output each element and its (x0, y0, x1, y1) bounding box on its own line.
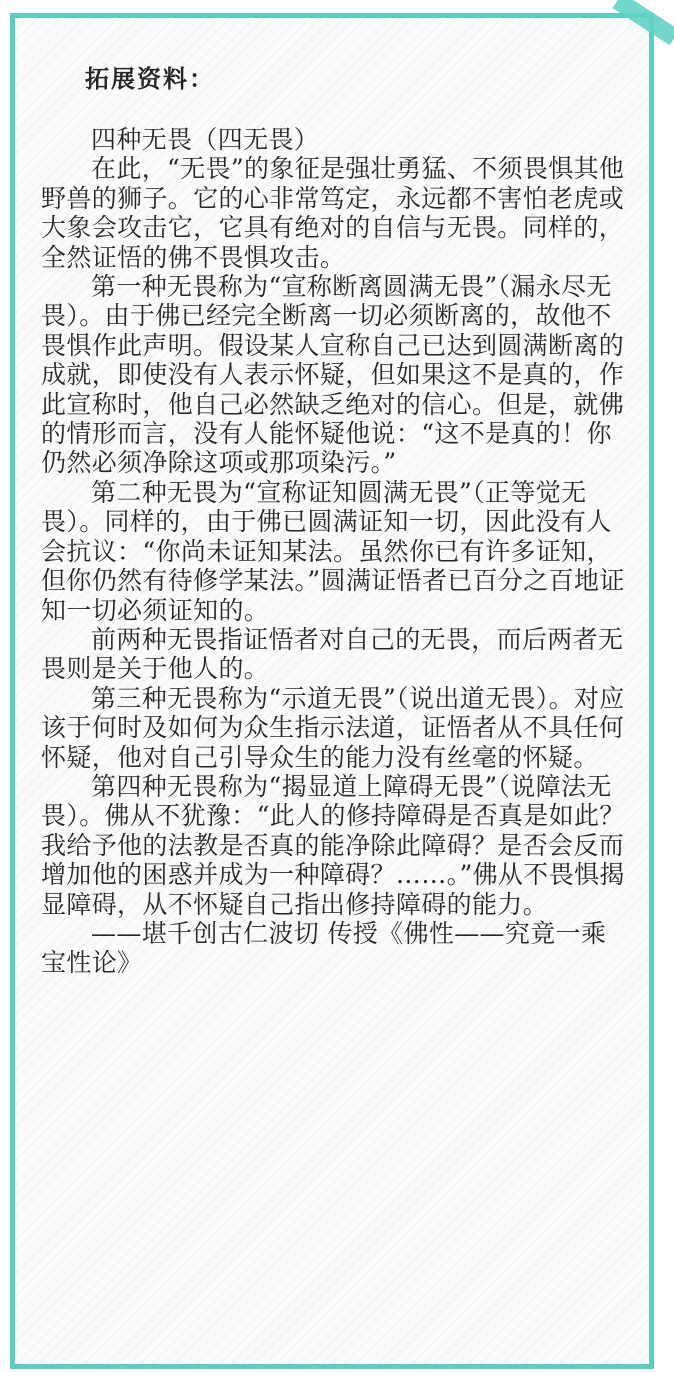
paragraph-fourth-fearlessness: 第四种无畏称为“揭显道上障碍无畏”（说障法无畏）。佛从不犹豫：“此人的修持障碍是否真是如此？我给予他的法教是否真的能净除此障碍？是否会反而增加他的困惑并成为一种障碍？……。”佛从不畏惧揭显障碍，从不怀疑自己指出修持障碍的能力。 (41, 771, 625, 919)
section-heading: 拓展资料： (85, 64, 215, 93)
paragraph-title: 四种无畏（四无畏） (91, 125, 320, 154)
paragraph-intro: 在此，“无畏”的象征是强壮勇猛、不须畏惧其他野兽的狮子。它的心非常笃定，永远都不害怕老虎或大象会攻击它，它具有绝对的自信与无畏。同样的，全然证悟的佛不畏惧攻击。 (41, 154, 625, 272)
note-content (41, 60, 627, 978)
body-text (41, 125, 627, 978)
paragraph-third-fearlessness: 第三种无畏称为“示道无畏”（说出道无畏）。对应该于何时及如何为众生指示法道，证悟者从不具任何怀疑，他对自己引导众生的能力没有丝毫的怀疑。 (41, 683, 625, 772)
note-card (10, 13, 654, 1369)
paragraph-citation: ——堪千创古仁波切 传授《佛性——究竟一乘宝性论》 (41, 918, 607, 978)
paragraph-first-fearlessness: 第一种无畏称为“宣称断离圆满无畏”（漏永尽无畏）。由于佛已经完全断离一切必须断离的，故他不畏惧作此声明。假设某人宣称自己已达到圆满断离的成就，即使没有人表示怀疑，但如果这不是真的，作此宣称时，他自己必然缺乏绝对的信心。但是，就佛的情形而言，没有人能怀疑他说：“这不是真的！你仍然必须净除这项或那项染污。” (41, 272, 625, 478)
paragraph-second-fearlessness: 第二种无畏为“宣称证知圆满无畏”（正等觉无畏）。同样的，由于佛已圆满证知一切，因此没有人会抗议：“你尚未证知某法。虽然你已有许多证知，但你仍然有待修学某法。”圆满证悟者已百分之百地证知一切必须证知的。 (41, 477, 625, 625)
paragraph-transition: 前两种无畏指证悟者对自己的无畏，而后两者无畏则是关于他人的。 (41, 624, 624, 684)
